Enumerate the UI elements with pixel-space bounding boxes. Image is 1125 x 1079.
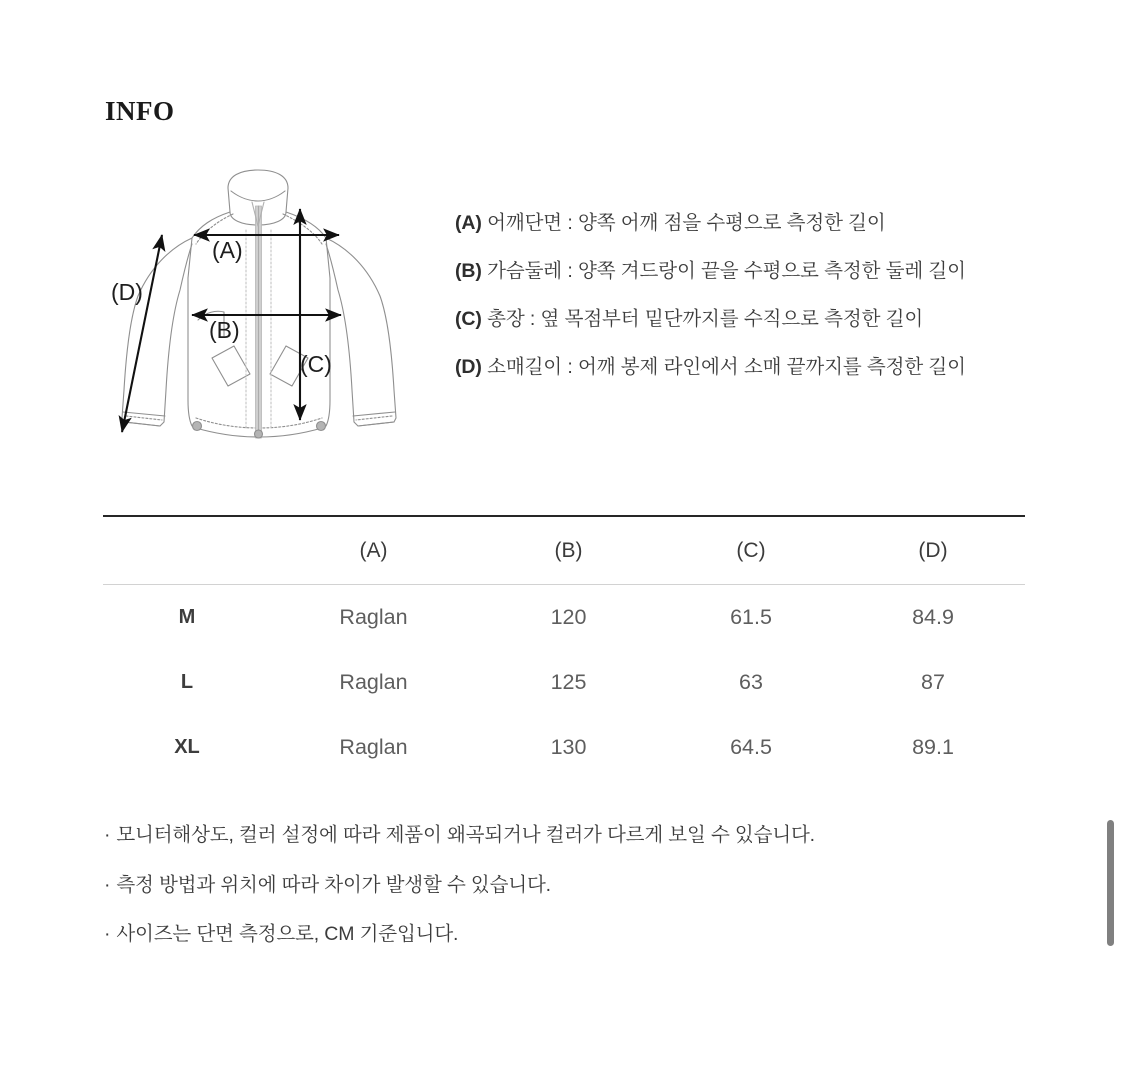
scrollbar-thumb[interactable] (1107, 820, 1114, 946)
table-row (103, 585, 1025, 651)
header-b: (B) (554, 539, 583, 562)
cell-a: Raglan (339, 670, 408, 694)
cell-size: M (178, 606, 196, 628)
size-table-head (103, 516, 1025, 585)
header-c: (C) (736, 539, 766, 562)
cell-b: 130 (550, 735, 587, 759)
note-text: 모니터해상도, 컬러 설정에 따라 제품이 왜곡되거나 컬러가 다르게 보일 수 있습니다. (116, 824, 815, 846)
legend-tag-b: (B) (455, 260, 482, 282)
note-item (104, 925, 964, 945)
legend-text-b: 가슴둘레 : 양쪽 겨드랑이 끝을 수평으로 측정한 둘레 길이 (481, 260, 966, 282)
legend-item-d (455, 358, 1035, 378)
cell-size: L (180, 671, 194, 693)
notes-list (104, 826, 964, 975)
jacket-measurement-diagram (100, 160, 430, 460)
legend-text-a: 어깨단면 : 양쪽 어깨 점을 수평으로 측정한 길이 (481, 212, 886, 234)
cell-a: Raglan (339, 735, 408, 759)
note-item (104, 873, 964, 896)
legend-item-b (455, 262, 1035, 282)
cell-c: 64.5 (730, 735, 772, 759)
legend-text-c: 총장 : 옆 목점부터 밑단까지를 수직으로 측정한 길이 (481, 308, 924, 330)
page-title: INFO (105, 96, 175, 126)
cell-b: 120 (550, 605, 587, 629)
cell-a: Raglan (339, 605, 408, 629)
header-size (103, 516, 271, 585)
table-row (103, 650, 1025, 715)
diagram-label-d: (D) (111, 279, 143, 305)
legend-tag-d: (D) (455, 356, 482, 378)
legend-item-c (455, 310, 1035, 330)
legend-text-d: 소매길이 : 어깨 봉제 라인에서 소매 끝까지를 측정한 길이 (481, 356, 966, 378)
table-header-row (103, 516, 1025, 585)
note-bullet-icon: · (104, 873, 111, 896)
legend-tag-a: (A) (455, 212, 482, 234)
cell-b: 125 (550, 670, 587, 694)
legend-item-a (455, 214, 1035, 234)
arrow-d (122, 235, 162, 432)
cell-size: XL (174, 736, 200, 758)
cell-d: 84.9 (912, 605, 954, 629)
diagram-label-b: (B) (209, 317, 240, 343)
note-bullet-icon: · (104, 923, 111, 945)
legend-tag-c: (C) (455, 308, 482, 330)
measurement-legend (455, 214, 1035, 406)
size-table (103, 515, 1025, 780)
note-text: 사이즈는 단면 측정으로, CM 기준입니다. (116, 923, 459, 945)
header-a: (A) (359, 539, 388, 562)
diagram-label-a: (A) (212, 237, 243, 263)
cell-d: 89.1 (912, 735, 954, 759)
table-row (103, 715, 1025, 780)
diagram-label-c: (C) (300, 351, 332, 377)
note-bullet-icon: · (104, 824, 111, 846)
size-table-body (103, 585, 1025, 781)
cell-c: 61.5 (730, 605, 772, 629)
note-item (104, 826, 964, 846)
cell-c: 63 (739, 670, 763, 694)
note-text: 측정 방법과 위치에 따라 차이가 발생할 수 있습니다. (116, 873, 551, 896)
cell-d: 87 (921, 670, 945, 694)
header-d: (D) (918, 539, 948, 562)
